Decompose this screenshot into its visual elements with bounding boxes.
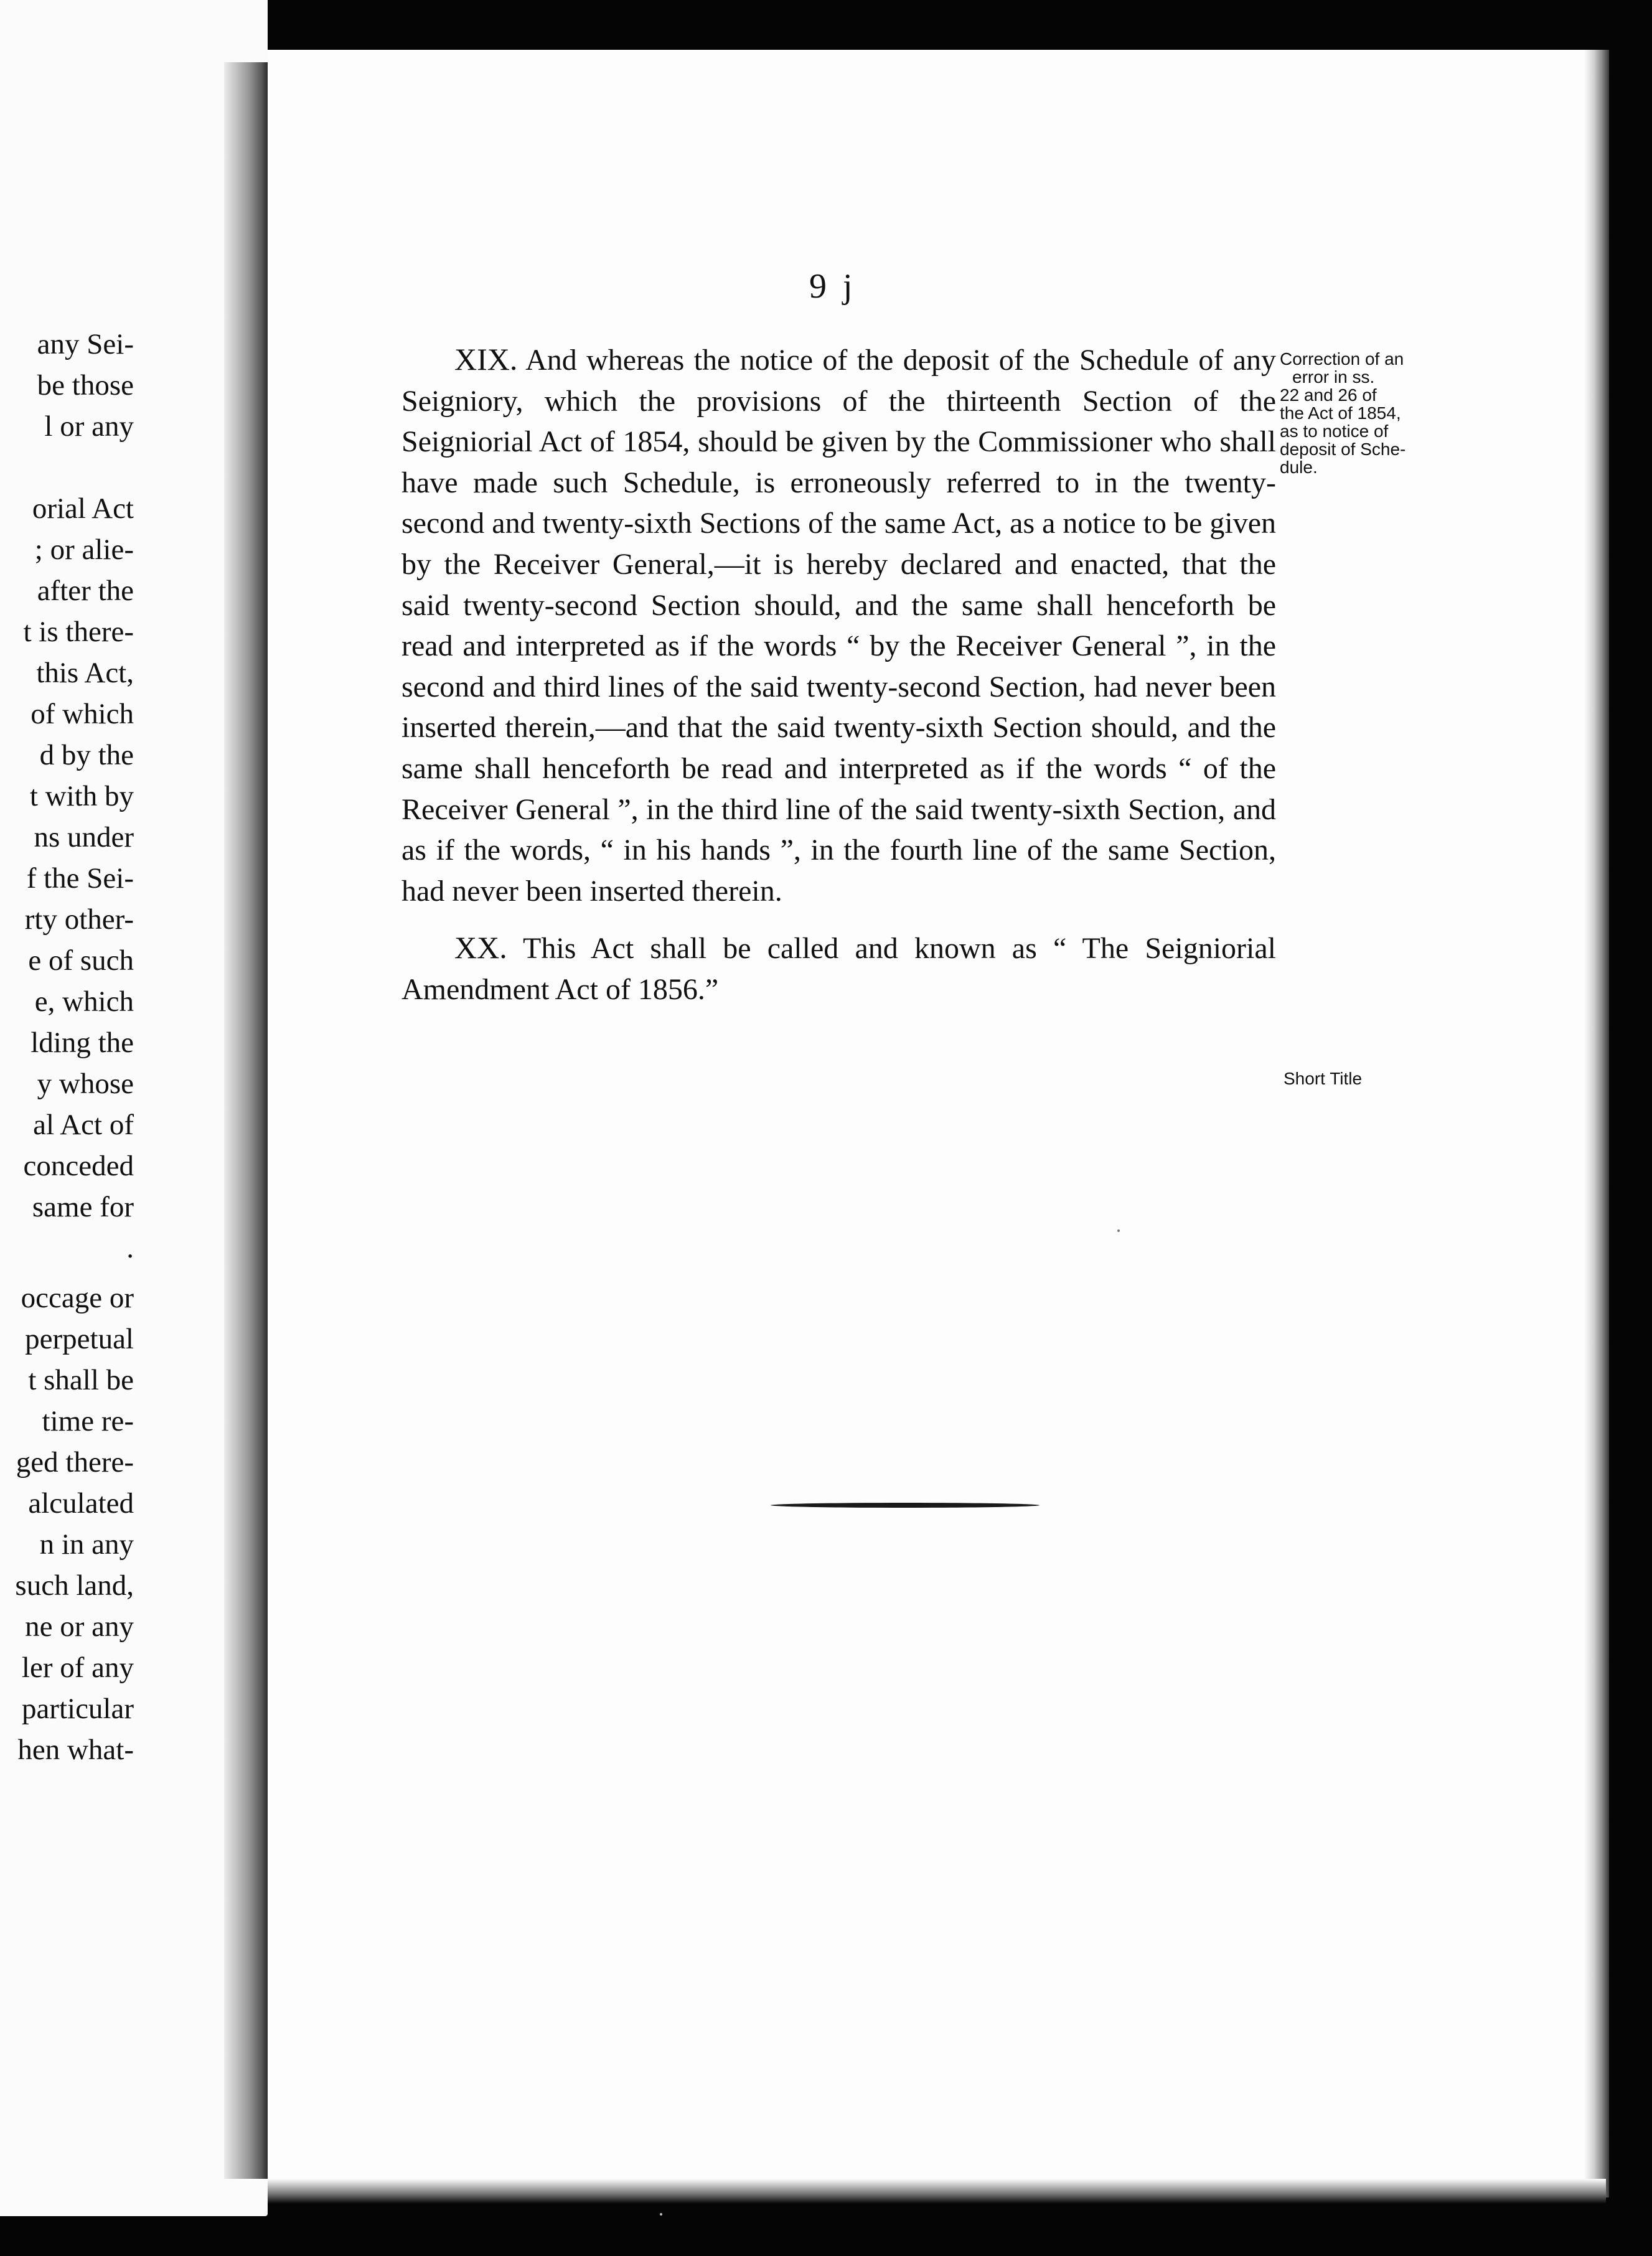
left-page-line: same for (32, 1191, 134, 1223)
left-page-line: orial Act (32, 492, 134, 525)
margin-note-section-20 (1284, 1069, 1433, 1088)
section-19-text: And whereas the notice of the deposit of the Schedule of any Seigniory, which the provisions of the thirteenth Section of the Seigniorial Act of 1854, should be given by the Commissioner who shall have made such Schedule, is erroneously referred to in the twenty-second and twenty-sixth Sections of the same Act, as a notice to be given by the Receiver General,—it is hereby declared and enacted, that the said twenty-second Section should, and the same shall henceforth be read and interpreted as if the words “ by the Receiver General ”, in the second and third lines of the said twenty-second Section, had never been inserted therein,—and that the said twenty-sixth Section should, and the same shall henceforth be read and interpreted as if the words “ of the Receiver General ”, in the third line of the said twenty-sixth Section, and as if the words, “ in his hands ”, in the fourth line of the same Section, had never been inserted therein. (401, 344, 1277, 908)
page-bottom-shadow (268, 2179, 1606, 2204)
section-20-paragraph (401, 928, 1276, 1010)
margin-note-line: the Act of 1854, (1280, 403, 1401, 423)
page-edge-shadow (1584, 50, 1609, 2197)
left-page-line: l or any (44, 410, 134, 443)
scan-speck (660, 2213, 662, 2216)
left-page-line: n in any (39, 1528, 134, 1561)
left-page-line: e of such (28, 944, 134, 977)
scan-speck (1117, 1229, 1120, 1232)
left-page-line: rty other- (24, 903, 134, 936)
margin-note-line: error in ss. (1292, 367, 1375, 387)
left-page-line: t shall be (28, 1364, 134, 1396)
left-page-line: ler of any (21, 1652, 134, 1684)
left-page-text (0, 324, 134, 1770)
left-page-line: such land, (15, 1569, 134, 1602)
left-page-line: al Act of (33, 1109, 134, 1141)
left-page-line: occage or (21, 1282, 134, 1314)
section-19-paragraph (401, 339, 1276, 911)
left-page-line (0, 447, 134, 488)
left-page-line: t with by (29, 780, 134, 812)
left-page-line: particular (21, 1693, 134, 1725)
main-text-block (401, 339, 1276, 1010)
left-page-line: perpetual (25, 1323, 134, 1355)
margin-note-line: as to notice of (1280, 421, 1389, 441)
left-page-line: e, which (34, 985, 134, 1018)
left-page-line: ns under (34, 821, 134, 853)
left-page-line: t is there- (23, 616, 134, 648)
margin-note-section-19 (1280, 350, 1429, 476)
section-20-text: This Act shall be called and known as “ The Seigniorial Amendment Act of 1856.” (401, 932, 1276, 1006)
margin-note-line: dule. (1280, 458, 1318, 477)
left-page-line: alculated (28, 1487, 134, 1520)
left-page-line: be those (37, 369, 134, 402)
margin-note-line: 22 and 26 of (1280, 385, 1377, 405)
left-page-line: . (126, 1232, 134, 1264)
left-page-line: hen what- (17, 1734, 134, 1766)
left-page-line: this Act, (36, 657, 134, 689)
left-page-line: any Sei- (37, 328, 134, 360)
page-number: 9 j (809, 267, 857, 306)
margin-note-line: deposit of Sche- (1280, 439, 1406, 459)
book-spine-shadow (224, 62, 268, 2179)
closing-rule-divider (771, 1503, 1040, 1508)
left-page-line: conceded (23, 1150, 134, 1182)
left-page-line: ; or alie- (34, 533, 134, 566)
margin-note-line: Correction of an (1280, 349, 1404, 369)
left-page-line: after the (37, 575, 134, 607)
left-page-line: y whose (37, 1068, 134, 1100)
margin-note-line: Short Title (1284, 1069, 1363, 1088)
left-page-line: ne or any (25, 1610, 134, 1643)
section-20-number: XX. (454, 930, 507, 966)
left-page-line: d by the (39, 739, 134, 771)
section-19-number: XIX. (454, 342, 518, 377)
left-page-line: time re- (42, 1405, 134, 1437)
left-page-line: f the Sei- (26, 862, 134, 895)
left-page-line: ged there- (16, 1446, 134, 1478)
left-page-line: of which (31, 698, 134, 730)
left-page-line: lding the (31, 1027, 134, 1059)
paragraph-gap (0, 1269, 134, 1277)
